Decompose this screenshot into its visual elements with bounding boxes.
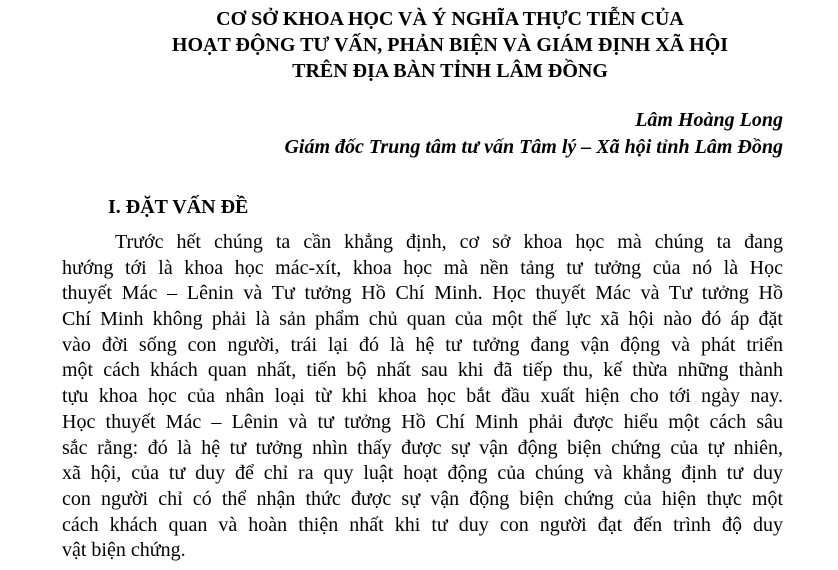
body-line: tựu khoa học của nhân loại từ khi khoa học bắt đầu xuất hiện cho tới ngày nay. bbox=[62, 385, 783, 408]
body-line: vật biện chứng. bbox=[62, 539, 186, 562]
body-line: cách khách quan và hoàn thiện nhất khi tư duy con người đạt đến trình độ duy bbox=[62, 513, 783, 536]
document-title bbox=[0, 6, 838, 84]
title-line: CƠ SỞ KHOA HỌC VÀ Ý NGHĨA THỰC TIỄN CỦA bbox=[216, 8, 684, 30]
body-line: một cách khách quan nhất, tiến bộ nhất sau khi đã tiếp thu, kế thừa những thành bbox=[62, 359, 783, 382]
body-line: sắc rằng: đó là hệ tư tưởng nhìn thấy được sự vận động biện chứng của tự nhiên, bbox=[62, 436, 783, 459]
body-line: Học thuyết Mác – Lênin và tư tưởng Hồ Chí Minh phải được hiểu một cách sâu bbox=[62, 410, 783, 433]
body-line: hướng tới là khoa học mác-xít, khoa học mà nền tảng tư tưởng của nó là Học bbox=[62, 256, 783, 279]
author-block bbox=[284, 107, 783, 161]
body-line: con người chỉ có thể nhận thức được sự vận động biện chứng của hiện thực một bbox=[62, 487, 783, 510]
body-line: thuyết Mác – Lênin và Tư tưởng Hồ Chí Minh. Học thuyết Mác và Tư tưởng Hồ bbox=[62, 282, 783, 305]
title-line: TRÊN ĐỊA BÀN TỈNH LÂM ĐỒNG bbox=[292, 60, 608, 82]
title-line: HOẠT ĐỘNG TƯ VẤN, PHẢN BIỆN VÀ GIÁM ĐỊNH XÃ HỘI bbox=[171, 34, 729, 56]
body-line: xã hội, của tư duy để chỉ ra quy luật hoạt động của chúng và khẳng định tư duy bbox=[62, 462, 783, 485]
section-heading: I. ĐẶT VẤN ĐỀ bbox=[108, 196, 249, 218]
author-position: Giám đốc Trung tâm tư vấn Tâm lý – Xã hội tỉnh Lâm Đồng bbox=[284, 136, 783, 158]
body-paragraph bbox=[62, 230, 783, 564]
author-name: Lâm Hoàng Long bbox=[635, 109, 783, 131]
body-line: vào đời sống con người, trái lại đó là hệ tư tưởng đang vận động và phát triển bbox=[62, 333, 783, 356]
body-line: Chí Minh không phải là sản phẩm chủ quan của một thế lực xã hội nào đó áp đặt bbox=[62, 308, 783, 331]
body-line: Trước hết chúng ta cần khẳng định, cơ sở khoa học mà chúng ta đang bbox=[115, 231, 783, 253]
